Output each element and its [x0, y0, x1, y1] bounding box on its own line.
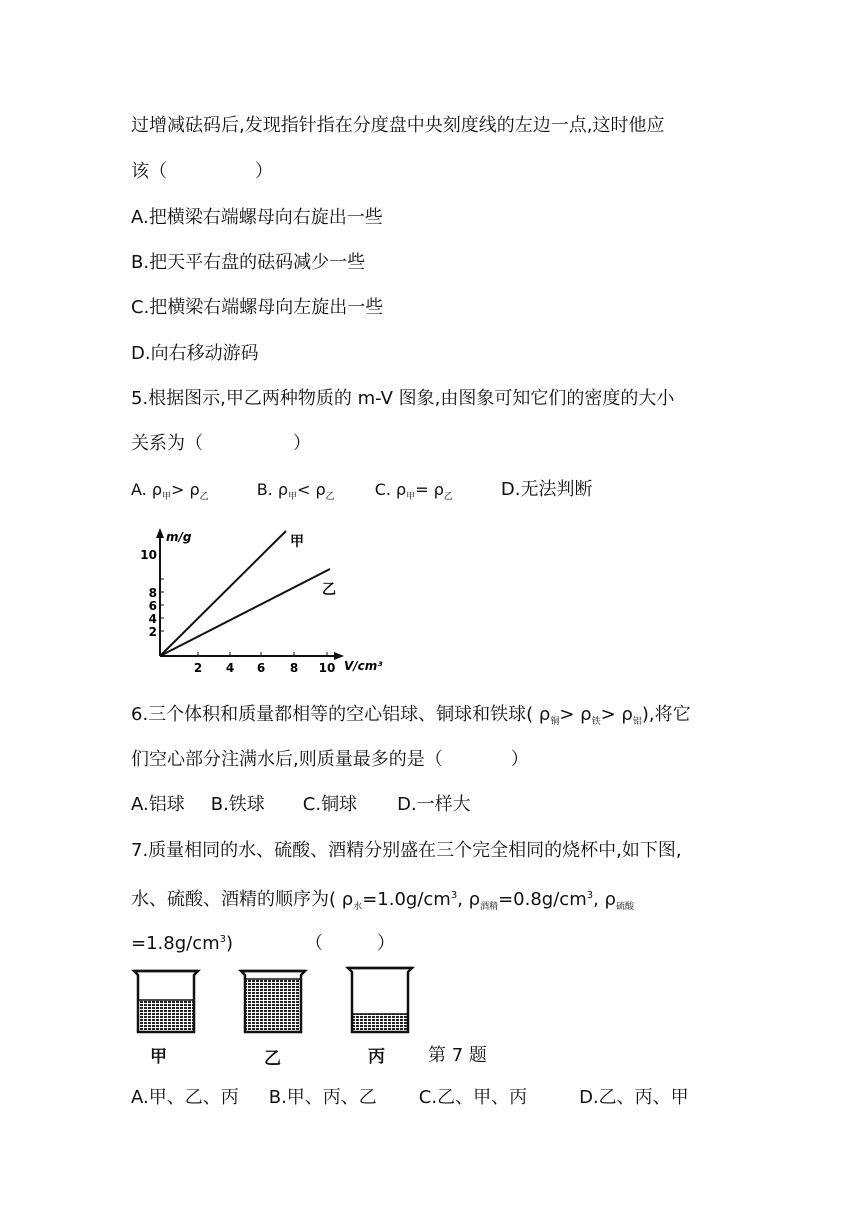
q6-option-d: D.一样大 [397, 794, 471, 815]
q4-option-d: D.向右移动游码 [131, 343, 259, 364]
q7-options [131, 1086, 689, 1110]
beaker-bing [348, 968, 412, 1032]
q5-option-a: A. $\rho_甲> \rho_乙$ [131, 480, 209, 502]
q5-mv-graph [138, 524, 398, 674]
y-axis-label: m/g [166, 530, 192, 544]
beaker-label-bing: 丙 [368, 1047, 385, 1067]
q6-text-line1: 6.三个体积和质量都相等的空心铝球、铜球和铁球( $\rho_铜> \rho_铁> \rho_铝$),将它 [131, 704, 691, 727]
q6-option-b: B.铁球 [210, 794, 265, 815]
beaker-bing-liquid [352, 1014, 408, 1032]
beaker-jia [134, 971, 198, 1032]
beaker-yi [241, 971, 305, 1032]
q7-option-b: B.甲、丙、乙 [268, 1087, 377, 1108]
q4-option-c: C.把横梁右端螺母向左旋出一些 [131, 297, 384, 318]
q7-option-d: D.乙、丙、甲 [579, 1087, 689, 1108]
y-tick-6: 6 [148, 599, 157, 613]
line-yi [160, 569, 330, 656]
x-tick-6: 6 [256, 661, 266, 674]
line-jia [160, 531, 286, 656]
q4-option-a: A.把横梁右端螺母向右旋出一些 [131, 207, 383, 228]
line-yi-label: 乙 [322, 582, 336, 598]
q4-option-b: B.把天平右盘的砝码减少一些 [131, 252, 366, 273]
beaker-yi-liquid [245, 979, 301, 1032]
q7-beakers [128, 965, 418, 1040]
q4-text-line2: 该（ ） [131, 161, 273, 182]
q5-text-line1: 5.根据图示,甲乙两种物质的 m-V 图象,由图象可知它们的密度的大小 [131, 388, 675, 409]
q7-option-c: C.乙、甲、丙 [418, 1087, 528, 1108]
y-axis-arrow [156, 528, 164, 538]
q7-figure-caption: 第 7 题 [428, 1045, 487, 1066]
beaker-jia-liquid [138, 1000, 194, 1032]
x-tick-4: 4 [225, 661, 235, 674]
y-tick-8: 8 [148, 586, 157, 600]
q7-text-line1: 7.质量相同的水、硫酸、酒精分别盛在三个完全相同的烧杯中,如下图, [131, 840, 682, 861]
y-tick-4: 4 [148, 612, 157, 626]
line-jia-label: 甲 [290, 534, 304, 550]
q6-text-line2: 们空心部分注满水后,则质量最多的是（ ） [131, 749, 529, 770]
x-tick-10: 10 [318, 661, 336, 674]
q5-options [131, 478, 592, 509]
beaker-label-yi: 乙 [264, 1049, 281, 1069]
q7-text-line2: 水、硫酸、酒精的顺序为( $\rho_水=1.0g/cm^3$, $\rho_{酒精}=0.8g/cm^3$, $\rho_{硫酸}$ [131, 889, 634, 912]
q6-option-a: A.铝球 [131, 794, 185, 815]
beaker-label-jia: 甲 [150, 1047, 167, 1067]
y-tick-2: 2 [148, 625, 157, 639]
x-axis-arrow [334, 652, 344, 660]
q6-options [131, 793, 471, 817]
q4-text-line1: 过增减砝码后,发现指针指在分度盘中央刻度线的左边一点,这时他应 [131, 115, 665, 136]
q5-option-c: C. $\rho_甲= \rho_乙$ [374, 480, 453, 502]
q5-option-b: B. $\rho_甲< \rho_乙$ [256, 480, 335, 502]
q5-option-d: D.无法判断 [500, 479, 593, 500]
x-tick-8: 8 [289, 661, 299, 674]
q6-option-c: C.铜球 [302, 794, 358, 815]
q7-text-line3: $=1.8g/cm^3$) （ ） [131, 933, 396, 954]
q5-text-line2: 关系为（ ） [131, 433, 311, 454]
x-axis-label: V/cm³ [344, 659, 383, 673]
x-tick-2: 2 [193, 661, 203, 674]
y-tick-10: 10 [140, 548, 157, 562]
q7-option-a: A.甲、乙、丙 [131, 1087, 239, 1108]
